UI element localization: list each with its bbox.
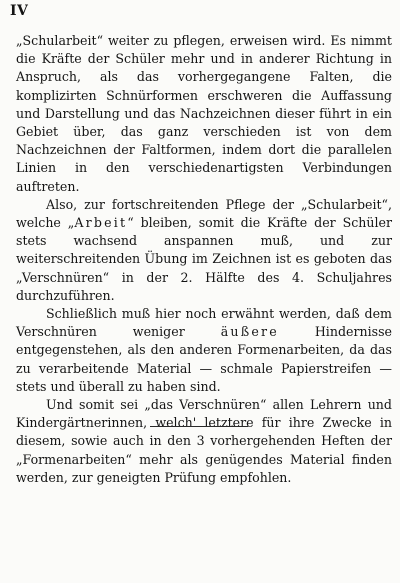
paragraph-2-text-b: “ bleiben, somit die Kräfte der Schüler stets wachsend anspannen muß, und zur weiterschreitenden Übung im Zeichnen ist es geboten das „Verschnüren“ in der 2. Hälfte des 4. Schuljahres durchzuführen. [16, 215, 392, 303]
paragraph-3 [16, 305, 392, 396]
paragraph-2-text-a: Also, zur fortschreitenden Pflege der „Schularbeit“, welche „ [16, 196, 392, 231]
paragraph-3-text-a: Schließlich muß hier noch erwähnt werden, daß dem Verschnüren weniger [16, 306, 392, 340]
paragraph-4-text: Und somit sei „das Verschnüren“ allen Lehrern und Kindergärtnerinnen, welch' letztere für ihre Zwecke in diesem, sowie auch in den 3 vorhergehenden Heften der „Formenarbeiten“ mehr als genügendes Material finden werden, zur geneigten Prüfung empfohlen. [16, 397, 392, 485]
paragraph-4 [16, 396, 392, 487]
emphasized-word-arbeit: Arbeit [74, 215, 128, 231]
paragraph-2 [16, 196, 392, 305]
paragraph-3-text-b: Hindernisse entgegenstehen, als den anderen Formenarbeiten, da das zu verarbeitende Material — schmale Papierstreifen — stets und überall zu haben sind. [16, 324, 392, 394]
paragraph-1-text: „Schularbeit“ weiter zu pflegen, erweisen wird. Es nimmt die Kräfte der Schüler mehr und in anderer Richtung in Anspruch, als das vorhergegangene Falten, die komplizirten Schnürformen erschweren die Auffassung und Darstellung und das Nachzeichnen dieser führt in ein Gebiet über, das ganz verschieden ist von dem Nachzeichnen der Faltformen, indem dort die parallelen Linien in den verschiedenartigsten Verbindungen auftreten. [16, 33, 392, 194]
page-number: IV [10, 3, 29, 19]
emphasized-word-aeussere: äußere [220, 324, 279, 340]
closing-rule [150, 426, 248, 427]
body-text [16, 32, 392, 487]
paragraph-1 [16, 32, 392, 196]
